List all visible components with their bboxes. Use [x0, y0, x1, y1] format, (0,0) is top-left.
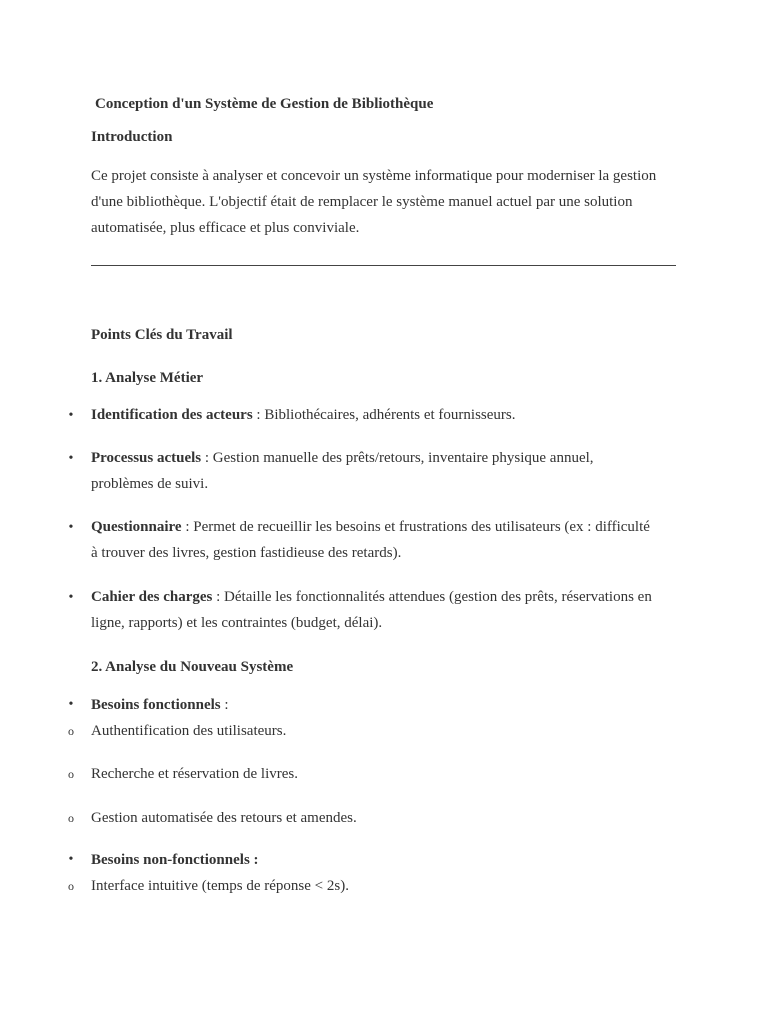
- sub-list-item: Recherche et réservation de livres.: [91, 766, 298, 782]
- sub-list-item: Gestion automatisée des retours et amendes.: [91, 810, 357, 826]
- sub-bullet-marker: o: [68, 879, 74, 893]
- list-item: [91, 584, 691, 636]
- sub-bullet-marker: o: [68, 767, 74, 781]
- bullet-marker: •: [68, 451, 74, 466]
- intro-line: automatisée, plus efficace et plus conviviale.: [91, 220, 360, 236]
- list-item-text: : Gestion manuelle des prêts/retours, inventaire physique annuel,: [201, 450, 594, 466]
- intro-heading: Introduction: [91, 129, 173, 145]
- functional-needs-suffix: :: [220, 697, 229, 713]
- list-item-text: ligne, rapports) et les contraintes (budget, délai).: [91, 615, 383, 631]
- list-item-term: Identification des acteurs: [91, 407, 253, 423]
- intro-paragraph: [91, 163, 681, 241]
- bullet-marker: •: [68, 520, 74, 535]
- document-title: Conception d'un Système de Gestion de Bibliothèque: [95, 96, 434, 112]
- list-item: [91, 514, 691, 566]
- horizontal-rule: [91, 265, 676, 266]
- list-item-text: problèmes de suivi.: [91, 476, 209, 492]
- sub-list-item: Interface intuitive (temps de réponse < 2s).: [91, 878, 349, 894]
- non-functional-needs-label: Besoins non-fonctionnels :: [91, 852, 259, 868]
- list-item-term: Cahier des charges: [91, 589, 213, 605]
- functional-needs-term: Besoins fonctionnels: [91, 697, 221, 713]
- intro-line: d'une bibliothèque. L'objectif était de remplacer le système manuel actuel par une solution: [91, 194, 633, 210]
- list-item-term: Processus actuels: [91, 450, 202, 466]
- bullet-marker: •: [68, 852, 74, 867]
- list-item-text: à trouver des livres, gestion fastidieuse des retards).: [91, 545, 402, 561]
- sub-bullet-marker: o: [68, 811, 74, 825]
- bullet-marker: •: [68, 590, 74, 605]
- sub-bullet-marker: o: [68, 724, 74, 738]
- list-item: [91, 445, 691, 497]
- points-heading: Points Clés du Travail: [91, 327, 233, 343]
- section1-heading: 1. Analyse Métier: [91, 370, 204, 386]
- list-item-term: Questionnaire: [91, 519, 182, 535]
- bullet-marker: •: [68, 697, 74, 712]
- list-item-text: : Bibliothécaires, adhérents et fournisseurs.: [252, 407, 516, 423]
- list-item: [91, 402, 691, 428]
- intro-line: Ce projet consiste à analyser et concevoir un système informatique pour moderniser la gestion: [91, 168, 657, 184]
- list-item-text: : Détaille les fonctionnalités attendues (gestion des prêts, réservations en: [212, 589, 652, 605]
- section2-heading: 2. Analyse du Nouveau Système: [91, 659, 294, 675]
- functional-needs-label: [91, 695, 229, 715]
- list-item-text: : Permet de recueillir les besoins et frustrations des utilisateurs (ex : difficulté: [181, 519, 650, 535]
- sub-list-item: Authentification des utilisateurs.: [91, 723, 287, 739]
- bullet-marker: •: [68, 408, 74, 423]
